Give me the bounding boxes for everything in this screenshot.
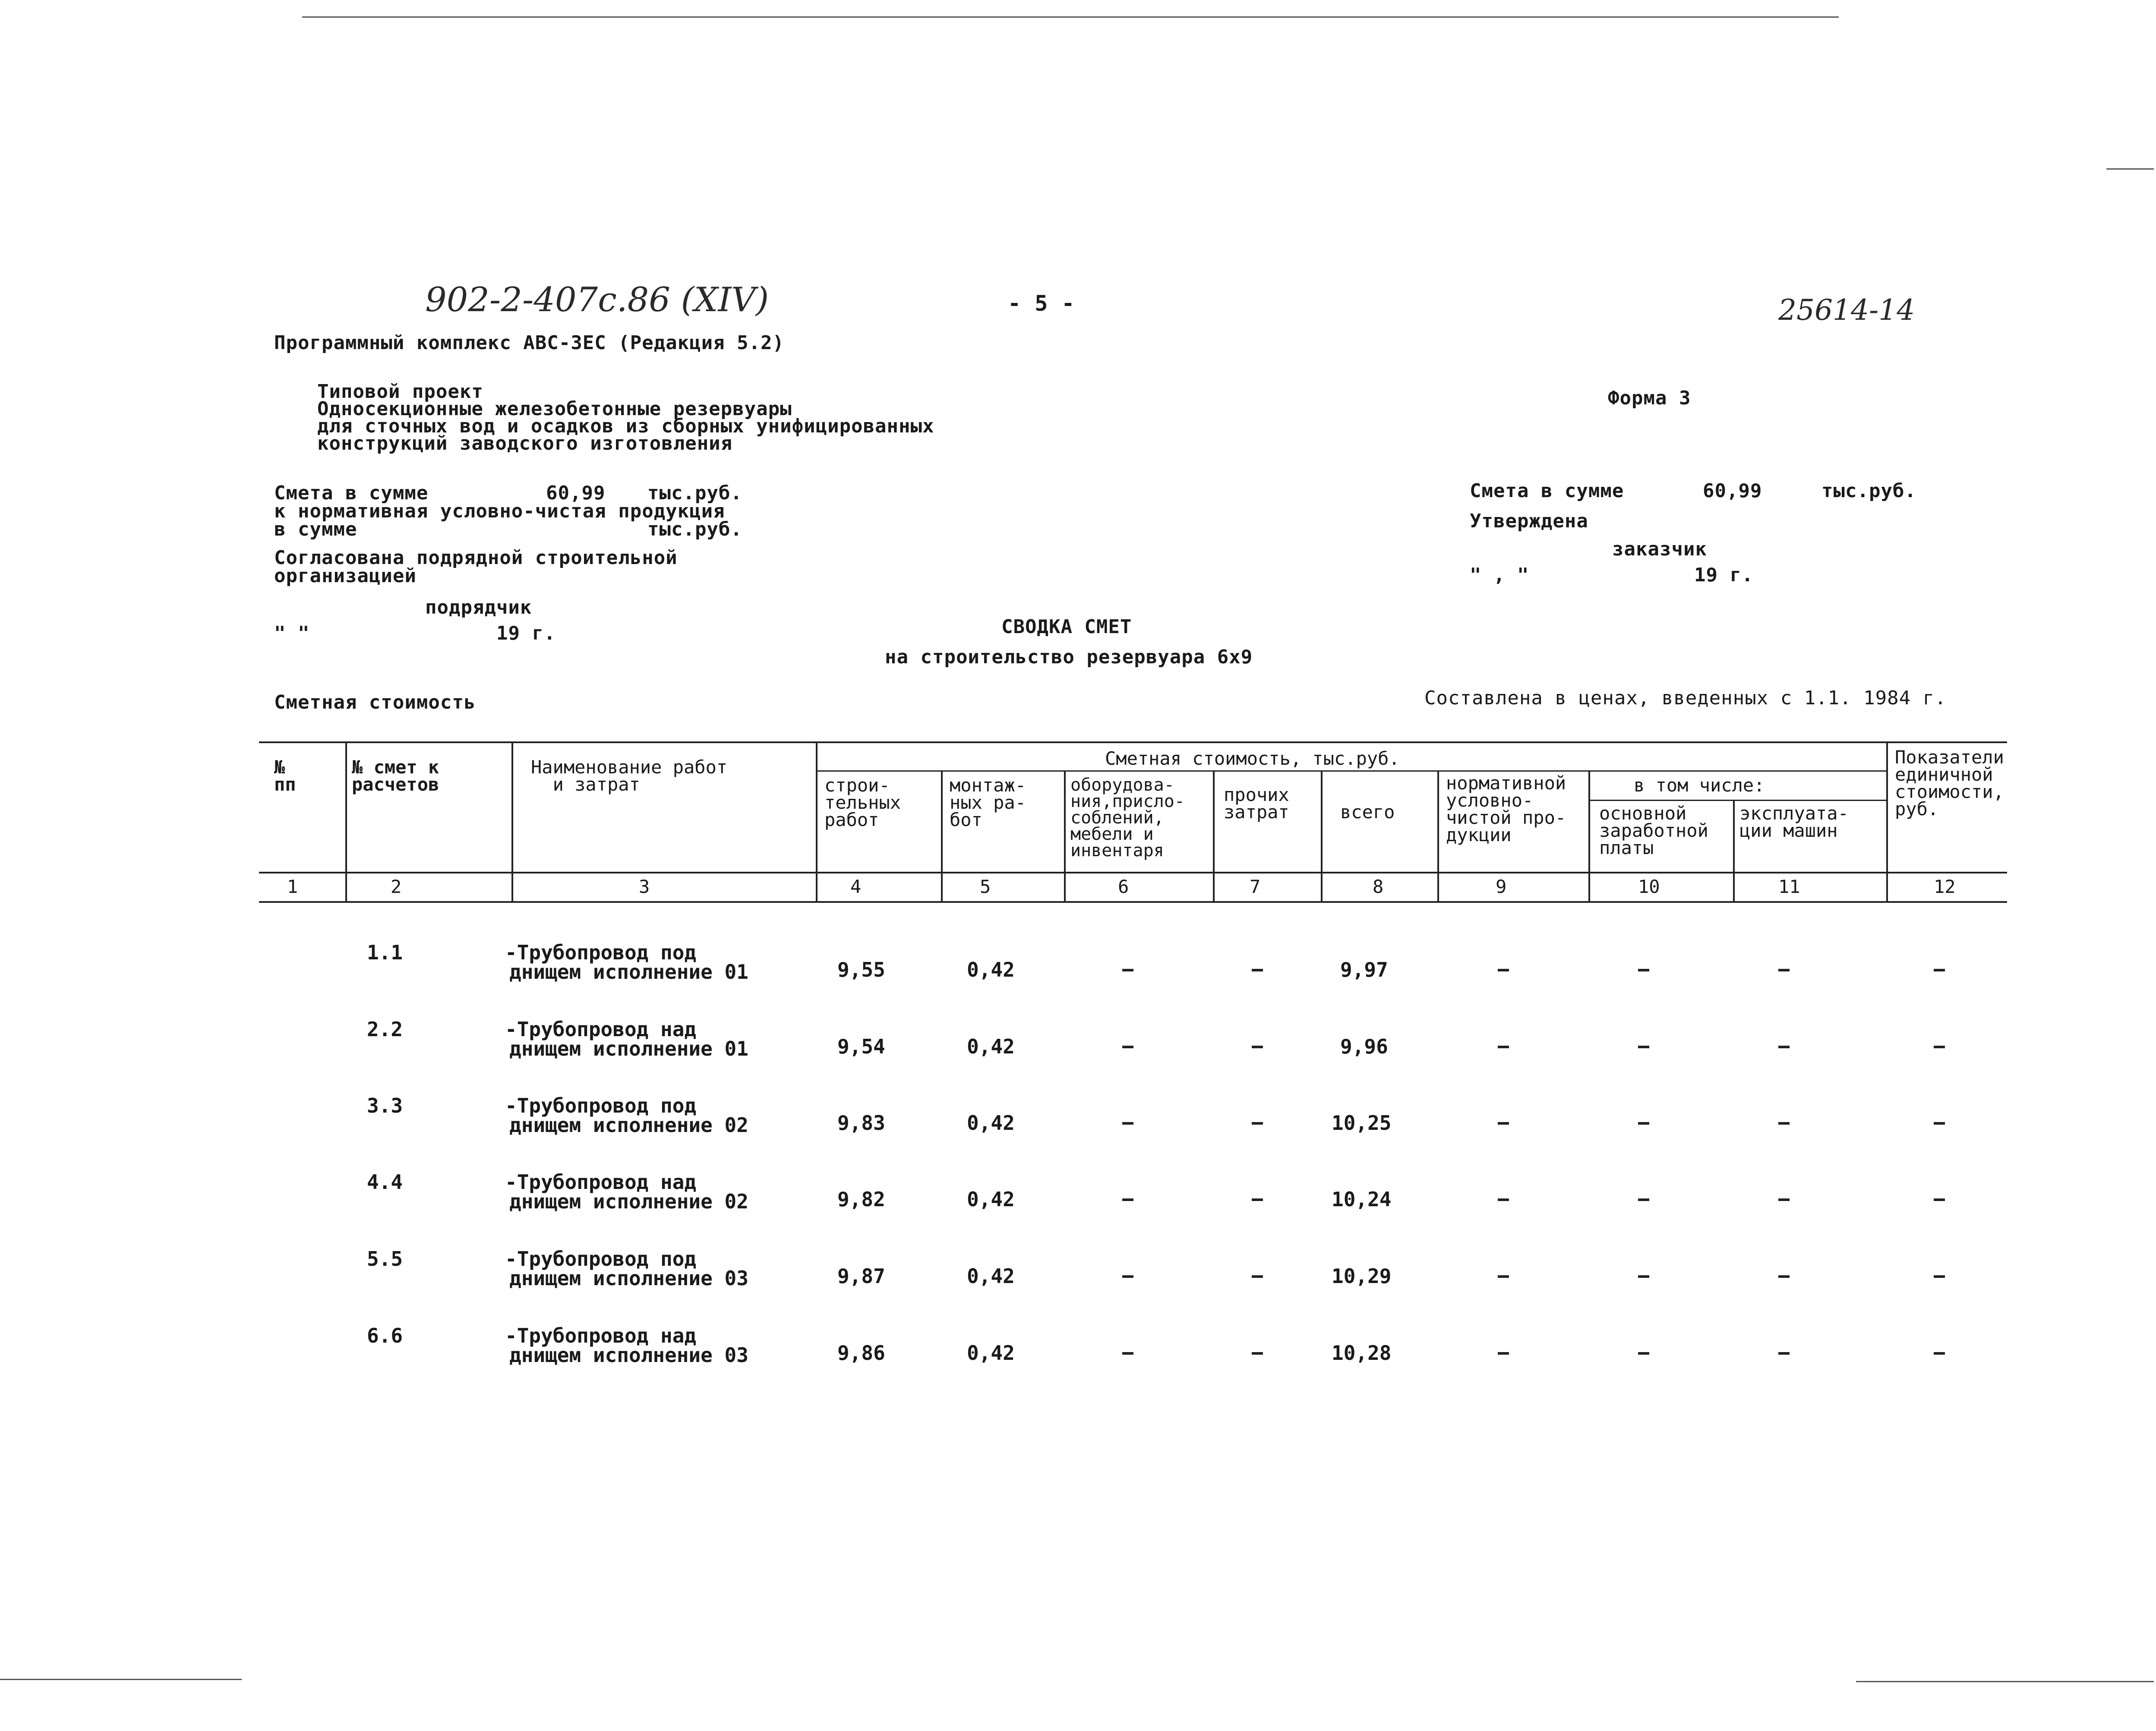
row-name-line-1: -Трубопровод под bbox=[505, 1094, 697, 1117]
scan-edge-bottom-left bbox=[0, 1679, 242, 1680]
table-top-rule bbox=[259, 741, 2007, 743]
header-subgroup: в том числе: bbox=[1634, 775, 1765, 796]
left-in-sum-label: в сумме bbox=[274, 518, 357, 540]
row-total: 10,29 bbox=[1332, 1264, 1392, 1288]
col-border-5 bbox=[1064, 771, 1066, 902]
row-dash-indicators bbox=[1934, 1352, 1945, 1355]
scan-edge-top bbox=[302, 16, 1839, 18]
col-number-12: 12 bbox=[1934, 876, 1956, 897]
col-number-6: 6 bbox=[1118, 876, 1129, 897]
row-name-line-2: днищем исполнение 01 bbox=[509, 1037, 748, 1060]
left-estimate-label: Смета в сумме bbox=[274, 482, 429, 504]
right-date-quotes: " , " bbox=[1470, 564, 1529, 586]
left-estimate-unit: тыс.руб. bbox=[647, 482, 742, 504]
program-line: Программный комплекс АВС-3ЕС (Редакция 5.2) bbox=[274, 332, 785, 354]
row-dash-wages bbox=[1638, 1275, 1649, 1278]
scan-edge-right bbox=[2106, 168, 2154, 170]
row-name-line-2: днищем исполнение 03 bbox=[509, 1343, 748, 1367]
left-agreed-line-2: организацией bbox=[274, 565, 417, 587]
col-number-3: 3 bbox=[639, 876, 650, 897]
row-dash-machines bbox=[1778, 1352, 1790, 1355]
right-estimate-label: Смета в сумме bbox=[1470, 480, 1624, 502]
cost-label: Сметная стоимость bbox=[274, 691, 476, 713]
table-row bbox=[0, 1170, 2156, 1248]
row-number: 6.6 bbox=[367, 1324, 403, 1347]
col-border-8 bbox=[1437, 771, 1439, 902]
row-dash-other bbox=[1252, 1275, 1263, 1278]
col-number-5: 5 bbox=[980, 876, 991, 897]
group-rule bbox=[816, 770, 1886, 772]
col-number-9: 9 bbox=[1496, 876, 1507, 897]
header-col-7: прочих затрат bbox=[1224, 784, 1289, 823]
row-construction: 9,86 bbox=[837, 1341, 885, 1365]
project-line-2: Односекционные железобетонные резервуары bbox=[317, 398, 792, 420]
row-dash-normative bbox=[1498, 1046, 1509, 1048]
row-dash-other bbox=[1252, 1198, 1263, 1201]
col-border-3 bbox=[816, 741, 818, 902]
row-installation: 0,42 bbox=[967, 958, 1015, 981]
row-name-line-1: -Трубопровод под bbox=[505, 1247, 697, 1271]
left-in-sum-unit: тыс.руб. bbox=[647, 518, 742, 540]
row-installation: 0,42 bbox=[967, 1111, 1015, 1135]
right-year: 19 г. bbox=[1694, 564, 1754, 586]
row-construction: 9,54 bbox=[837, 1035, 885, 1058]
form-label: Форма 3 bbox=[1608, 387, 1691, 409]
row-dash-equipment bbox=[1122, 1122, 1133, 1125]
doc-code-handwritten: 902-2-407c.86 (XIV) bbox=[425, 281, 769, 319]
header-col-2: № смет к расчетов bbox=[352, 757, 439, 795]
row-total: 10,28 bbox=[1332, 1341, 1392, 1365]
row-installation: 0,42 bbox=[967, 1035, 1015, 1058]
row-name-line-2: днищем исполнение 02 bbox=[509, 1113, 748, 1137]
col-number-7: 7 bbox=[1250, 876, 1261, 897]
row-dash-equipment bbox=[1122, 1198, 1133, 1201]
header-col-10: основной заработной платы bbox=[1599, 803, 1708, 858]
table-row bbox=[0, 1094, 2156, 1172]
header-col-5: монтаж- ных ра- бот bbox=[950, 775, 1026, 830]
row-dash-equipment bbox=[1122, 1352, 1133, 1355]
row-dash-machines bbox=[1778, 1275, 1790, 1278]
subgroup-rule bbox=[1588, 800, 1886, 801]
header-col-9: нормативной условно- чистой про- дукции bbox=[1446, 772, 1566, 845]
row-dash-equipment bbox=[1122, 1046, 1133, 1048]
prices-note: Составлена в ценах, введенных с 1.1. 1984 г. bbox=[1424, 687, 1947, 709]
left-contractor: подрядчик bbox=[425, 596, 532, 618]
row-construction: 9,55 bbox=[837, 958, 885, 981]
row-number: 3.3 bbox=[367, 1094, 403, 1117]
row-number: 4.4 bbox=[367, 1170, 403, 1194]
col-number-2: 2 bbox=[391, 876, 402, 897]
header-col-3: Наименование работ и затрат bbox=[531, 757, 728, 795]
right-approved: Утверждена bbox=[1470, 510, 1588, 532]
table-row bbox=[0, 1018, 2156, 1095]
row-total: 9,96 bbox=[1340, 1035, 1388, 1058]
row-dash-other bbox=[1252, 1122, 1263, 1125]
row-name-line-1: -Трубопровод над bbox=[505, 1324, 697, 1347]
header-col-1: № пп bbox=[274, 757, 296, 795]
header-col-12: Показатели единичной стоимости, руб. bbox=[1895, 747, 2004, 820]
right-estimate-unit: тыс.руб. bbox=[1821, 480, 1916, 502]
col-border-4 bbox=[941, 771, 943, 902]
row-number: 2.2 bbox=[367, 1018, 403, 1041]
scan-edge-bottom-right bbox=[1856, 1681, 2154, 1682]
header-col-6: оборудова- ния,присло- соблений, мебели и инвентаря bbox=[1070, 775, 1185, 861]
table-number-rule bbox=[259, 901, 2007, 903]
row-dash-machines bbox=[1778, 1046, 1790, 1048]
title-line-1: СВОДКА СМЕТ bbox=[1001, 616, 1132, 638]
row-dash-equipment bbox=[1122, 969, 1133, 971]
row-dash-normative bbox=[1498, 969, 1509, 971]
table-row bbox=[0, 1324, 2156, 1402]
row-dash-indicators bbox=[1934, 1046, 1945, 1048]
col-border-1 bbox=[345, 741, 347, 902]
col-border-2 bbox=[511, 741, 513, 902]
row-construction: 9,83 bbox=[837, 1111, 885, 1135]
table-row bbox=[0, 941, 2156, 1018]
row-name-line-2: днищем исполнение 01 bbox=[509, 960, 748, 984]
row-construction: 9,87 bbox=[837, 1264, 885, 1288]
row-dash-equipment bbox=[1122, 1275, 1133, 1278]
row-name-line-1: -Трубопровод под bbox=[505, 941, 697, 964]
row-dash-indicators bbox=[1934, 1122, 1945, 1125]
table-row bbox=[0, 1247, 2156, 1325]
row-construction: 9,82 bbox=[837, 1188, 885, 1211]
col-number-4: 4 bbox=[850, 876, 862, 897]
row-dash-wages bbox=[1638, 1198, 1649, 1201]
header-col-8: всего bbox=[1340, 801, 1395, 823]
row-dash-wages bbox=[1638, 1352, 1649, 1355]
row-dash-machines bbox=[1778, 1198, 1790, 1201]
row-dash-indicators bbox=[1934, 1198, 1945, 1201]
row-installation: 0,42 bbox=[967, 1341, 1015, 1365]
col-border-7 bbox=[1321, 771, 1323, 902]
project-line-3: для сточных вод и осадков из сборных унифицированных bbox=[317, 415, 934, 437]
right-customer: заказчик bbox=[1612, 538, 1707, 560]
row-dash-normative bbox=[1498, 1122, 1509, 1125]
row-name-line-2: днищем исполнение 03 bbox=[509, 1267, 748, 1290]
row-name-line-1: -Трубопровод над bbox=[505, 1170, 697, 1194]
col-number-1: 1 bbox=[287, 876, 298, 897]
row-dash-indicators bbox=[1934, 969, 1945, 971]
row-number: 1.1 bbox=[367, 941, 403, 964]
col-border-6 bbox=[1213, 771, 1215, 902]
col-number-10: 10 bbox=[1638, 876, 1660, 897]
title-line-2: на строительство резервуара 6х9 bbox=[885, 646, 1253, 668]
col-border-11 bbox=[1886, 741, 1888, 902]
row-total: 9,97 bbox=[1340, 958, 1388, 981]
row-dash-normative bbox=[1498, 1352, 1509, 1355]
row-name-line-1: -Трубопровод над bbox=[505, 1018, 697, 1041]
col-border-10 bbox=[1733, 801, 1735, 902]
row-dash-normative bbox=[1498, 1275, 1509, 1278]
row-dash-normative bbox=[1498, 1198, 1509, 1201]
left-year: 19 г. bbox=[496, 622, 556, 644]
left-normative-line: к нормативная условно-чистая продукция bbox=[274, 500, 725, 522]
row-dash-machines bbox=[1778, 969, 1790, 971]
header-group: Сметная стоимость, тыс.руб. bbox=[1105, 748, 1400, 769]
row-dash-indicators bbox=[1934, 1275, 1945, 1278]
row-name-line-2: днищем исполнение 02 bbox=[509, 1190, 748, 1213]
row-installation: 0,42 bbox=[967, 1264, 1015, 1288]
left-agreed-line-1: Согласована подрядной строительной bbox=[274, 547, 678, 569]
row-total: 10,25 bbox=[1332, 1111, 1392, 1135]
right-estimate-value: 60,99 bbox=[1703, 480, 1762, 502]
header-col-11: эксплуата- ции машин bbox=[1739, 803, 1849, 841]
col-number-11: 11 bbox=[1778, 876, 1800, 897]
left-estimate-value: 60,99 bbox=[546, 482, 606, 504]
row-dash-other bbox=[1252, 1352, 1263, 1355]
sheet-number-handwritten: 25614-14 bbox=[1778, 293, 1915, 327]
row-dash-other bbox=[1252, 1046, 1263, 1048]
col-border-9 bbox=[1588, 771, 1590, 902]
row-dash-wages bbox=[1638, 1046, 1649, 1048]
project-line-4: конструкций заводского изготовления bbox=[317, 432, 733, 454]
left-date-quotes: " " bbox=[274, 622, 310, 644]
header-col-4: строи- тельных работ bbox=[824, 775, 901, 830]
row-dash-other bbox=[1252, 969, 1263, 971]
row-dash-wages bbox=[1638, 969, 1649, 971]
row-dash-machines bbox=[1778, 1122, 1790, 1125]
row-installation: 0,42 bbox=[967, 1188, 1015, 1211]
row-total: 10,24 bbox=[1332, 1188, 1392, 1211]
page-number: - 5 - bbox=[1008, 291, 1075, 316]
table-header-rule bbox=[259, 872, 2007, 873]
col-number-8: 8 bbox=[1373, 876, 1384, 897]
row-dash-wages bbox=[1638, 1122, 1649, 1125]
project-line-1: Типовой проект bbox=[317, 381, 483, 403]
row-number: 5.5 bbox=[367, 1247, 403, 1271]
